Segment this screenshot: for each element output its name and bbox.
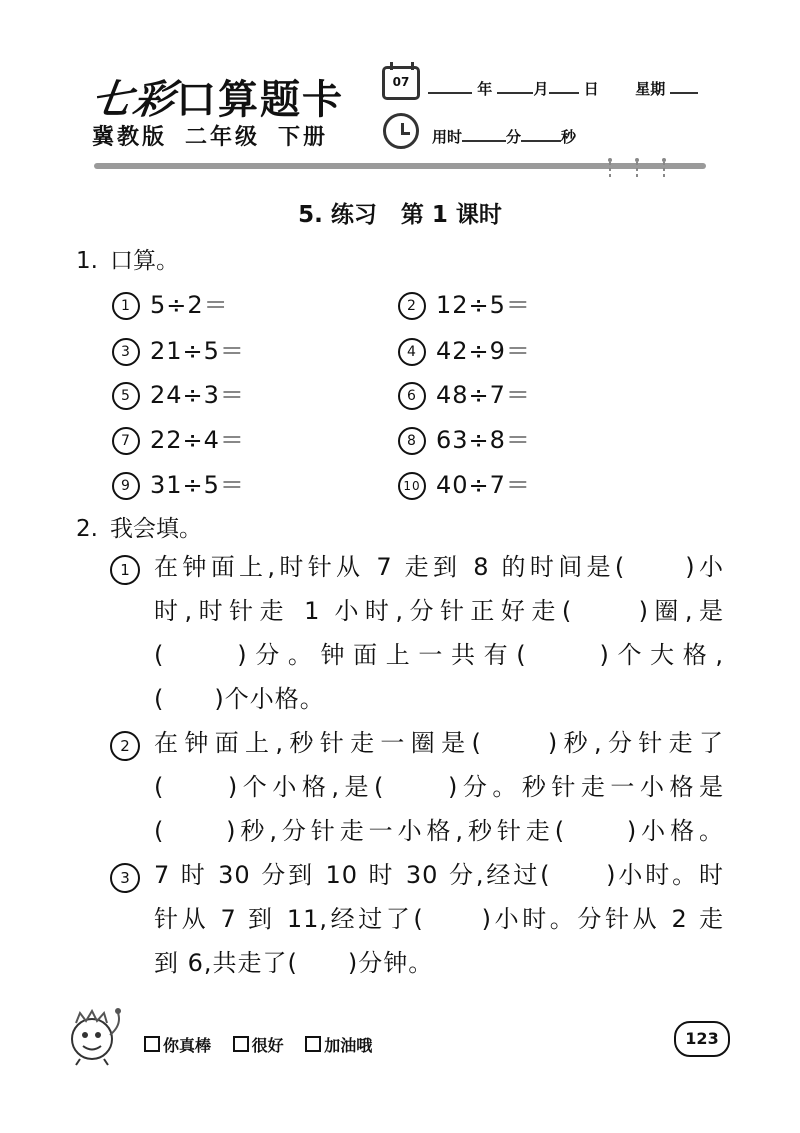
year-blank[interactable] — [428, 78, 472, 94]
rating-option[interactable] — [144, 1036, 211, 1055]
checkbox-icon[interactable] — [233, 1036, 249, 1052]
item-mark: 3 — [112, 338, 140, 366]
brand-title — [88, 68, 344, 125]
calc-item — [112, 420, 245, 455]
lesson-title — [0, 196, 800, 229]
grade: 二年级 — [185, 125, 261, 150]
calc-item — [398, 285, 531, 320]
item-mark: 8 — [398, 427, 426, 455]
fill-question-1 — [154, 545, 724, 721]
checkbox-icon[interactable] — [144, 1036, 160, 1052]
question-line: ( )分。钟面上一共有( )个大格, — [154, 641, 724, 669]
page-number: 123 — [674, 1021, 730, 1057]
checkbox-icon[interactable] — [305, 1036, 321, 1052]
question-line: ( )秒,分针走一小格,秒针走( )小格。 — [154, 817, 724, 845]
brand-rest: 口算题卡 — [176, 76, 344, 123]
question-line: 到 6,共走了( )分钟。 — [154, 949, 434, 977]
clock-icon — [383, 113, 419, 149]
question-line: 在钟面上,时针从 7 走到 8 的时间是( )小 — [154, 553, 724, 581]
calendar-icon — [382, 66, 420, 100]
question-line: 时,时针走 1 小时,分针正好走( )圈,是 — [154, 597, 724, 625]
fill-question-3 — [154, 853, 724, 985]
section-number: 1. — [76, 248, 98, 274]
calendar-number: 07 — [392, 75, 410, 89]
rating-label: 很好 — [251, 1036, 284, 1055]
calc-expression: 48÷7＝ — [436, 381, 531, 409]
question-line: 在钟面上,秒针走一圈是( )秒,分针走了 — [154, 729, 724, 757]
calc-expression: 42÷9＝ — [436, 337, 531, 365]
month-blank[interactable] — [497, 78, 533, 94]
calc-expression: 22÷4＝ — [150, 426, 245, 454]
weekday-blank[interactable] — [670, 78, 698, 94]
rating-option[interactable] — [233, 1036, 284, 1055]
calc-item — [112, 331, 245, 366]
volume: 下册 — [278, 125, 329, 150]
weekday-label: 星期 — [635, 80, 666, 98]
month-label: 月 — [533, 80, 549, 98]
question-mark: 2 — [110, 731, 140, 761]
edition-line — [92, 120, 346, 151]
binder-clip-icon — [661, 158, 667, 180]
rating-label: 加油哦 — [324, 1036, 373, 1055]
lesson-number: 5. 练习 — [298, 202, 377, 228]
self-rating — [144, 1033, 388, 1056]
item-mark: 2 — [398, 292, 426, 320]
item-mark: 10 — [398, 472, 426, 500]
fill-question-2 — [154, 721, 724, 853]
minutes-blank[interactable] — [462, 126, 506, 142]
item-mark: 6 — [398, 382, 426, 410]
section-number: 2. — [76, 516, 98, 542]
item-mark: 1 — [112, 292, 140, 320]
day-label: 日 — [583, 80, 599, 98]
question-line: 针从 7 到 11,经过了( )小时。分针从 2 走 — [154, 905, 724, 933]
header-divider — [94, 163, 706, 169]
item-mark: 4 — [398, 338, 426, 366]
mascot-icon — [66, 1005, 126, 1067]
edition: 冀教版 — [92, 125, 168, 150]
calc-expression: 31÷5＝ — [150, 471, 245, 499]
day-blank[interactable] — [549, 78, 579, 94]
section-2-heading — [76, 510, 202, 543]
section-title: 我会填。 — [109, 516, 202, 542]
binder-clip-icon — [634, 158, 640, 180]
calc-expression: 21÷5＝ — [150, 337, 245, 365]
item-mark: 7 — [112, 427, 140, 455]
calc-item — [398, 465, 531, 500]
time-used-line — [432, 126, 576, 147]
section-1-heading — [76, 242, 179, 275]
minute-label: 分 — [506, 128, 522, 146]
question-line: 7 时 30 分到 10 时 30 分,经过( )小时。时 — [154, 861, 724, 889]
calc-item — [112, 285, 229, 320]
item-mark: 9 — [112, 472, 140, 500]
section-title: 口算。 — [109, 248, 179, 274]
seconds-blank[interactable] — [521, 126, 561, 142]
calc-item — [398, 375, 531, 410]
rating-option[interactable] — [305, 1036, 372, 1055]
calc-expression: 63÷8＝ — [436, 426, 531, 454]
second-label: 秒 — [561, 128, 577, 146]
date-line — [428, 78, 698, 99]
calc-item — [398, 331, 531, 366]
calc-expression: 5÷2＝ — [150, 291, 229, 319]
question-line: ( )个小格。 — [154, 685, 325, 713]
calc-item — [112, 465, 245, 500]
calc-item — [112, 375, 245, 410]
brand-script: 七彩 — [88, 76, 179, 123]
year-label: 年 — [477, 80, 493, 98]
question-mark: 1 — [110, 555, 140, 585]
time-used-label: 用时 — [432, 128, 463, 146]
rating-label: 你真棒 — [163, 1036, 212, 1055]
calc-expression: 40÷7＝ — [436, 471, 531, 499]
item-mark: 5 — [112, 382, 140, 410]
calc-expression: 12÷5＝ — [436, 291, 531, 319]
question-mark: 3 — [110, 863, 140, 893]
calc-expression: 24÷3＝ — [150, 381, 245, 409]
binder-clip-icon — [607, 158, 613, 180]
calc-item — [398, 420, 531, 455]
lesson-period: 第 1 课时 — [400, 202, 502, 228]
question-line: ( )个小格,是( )分。秒针走一小格是 — [154, 773, 724, 801]
